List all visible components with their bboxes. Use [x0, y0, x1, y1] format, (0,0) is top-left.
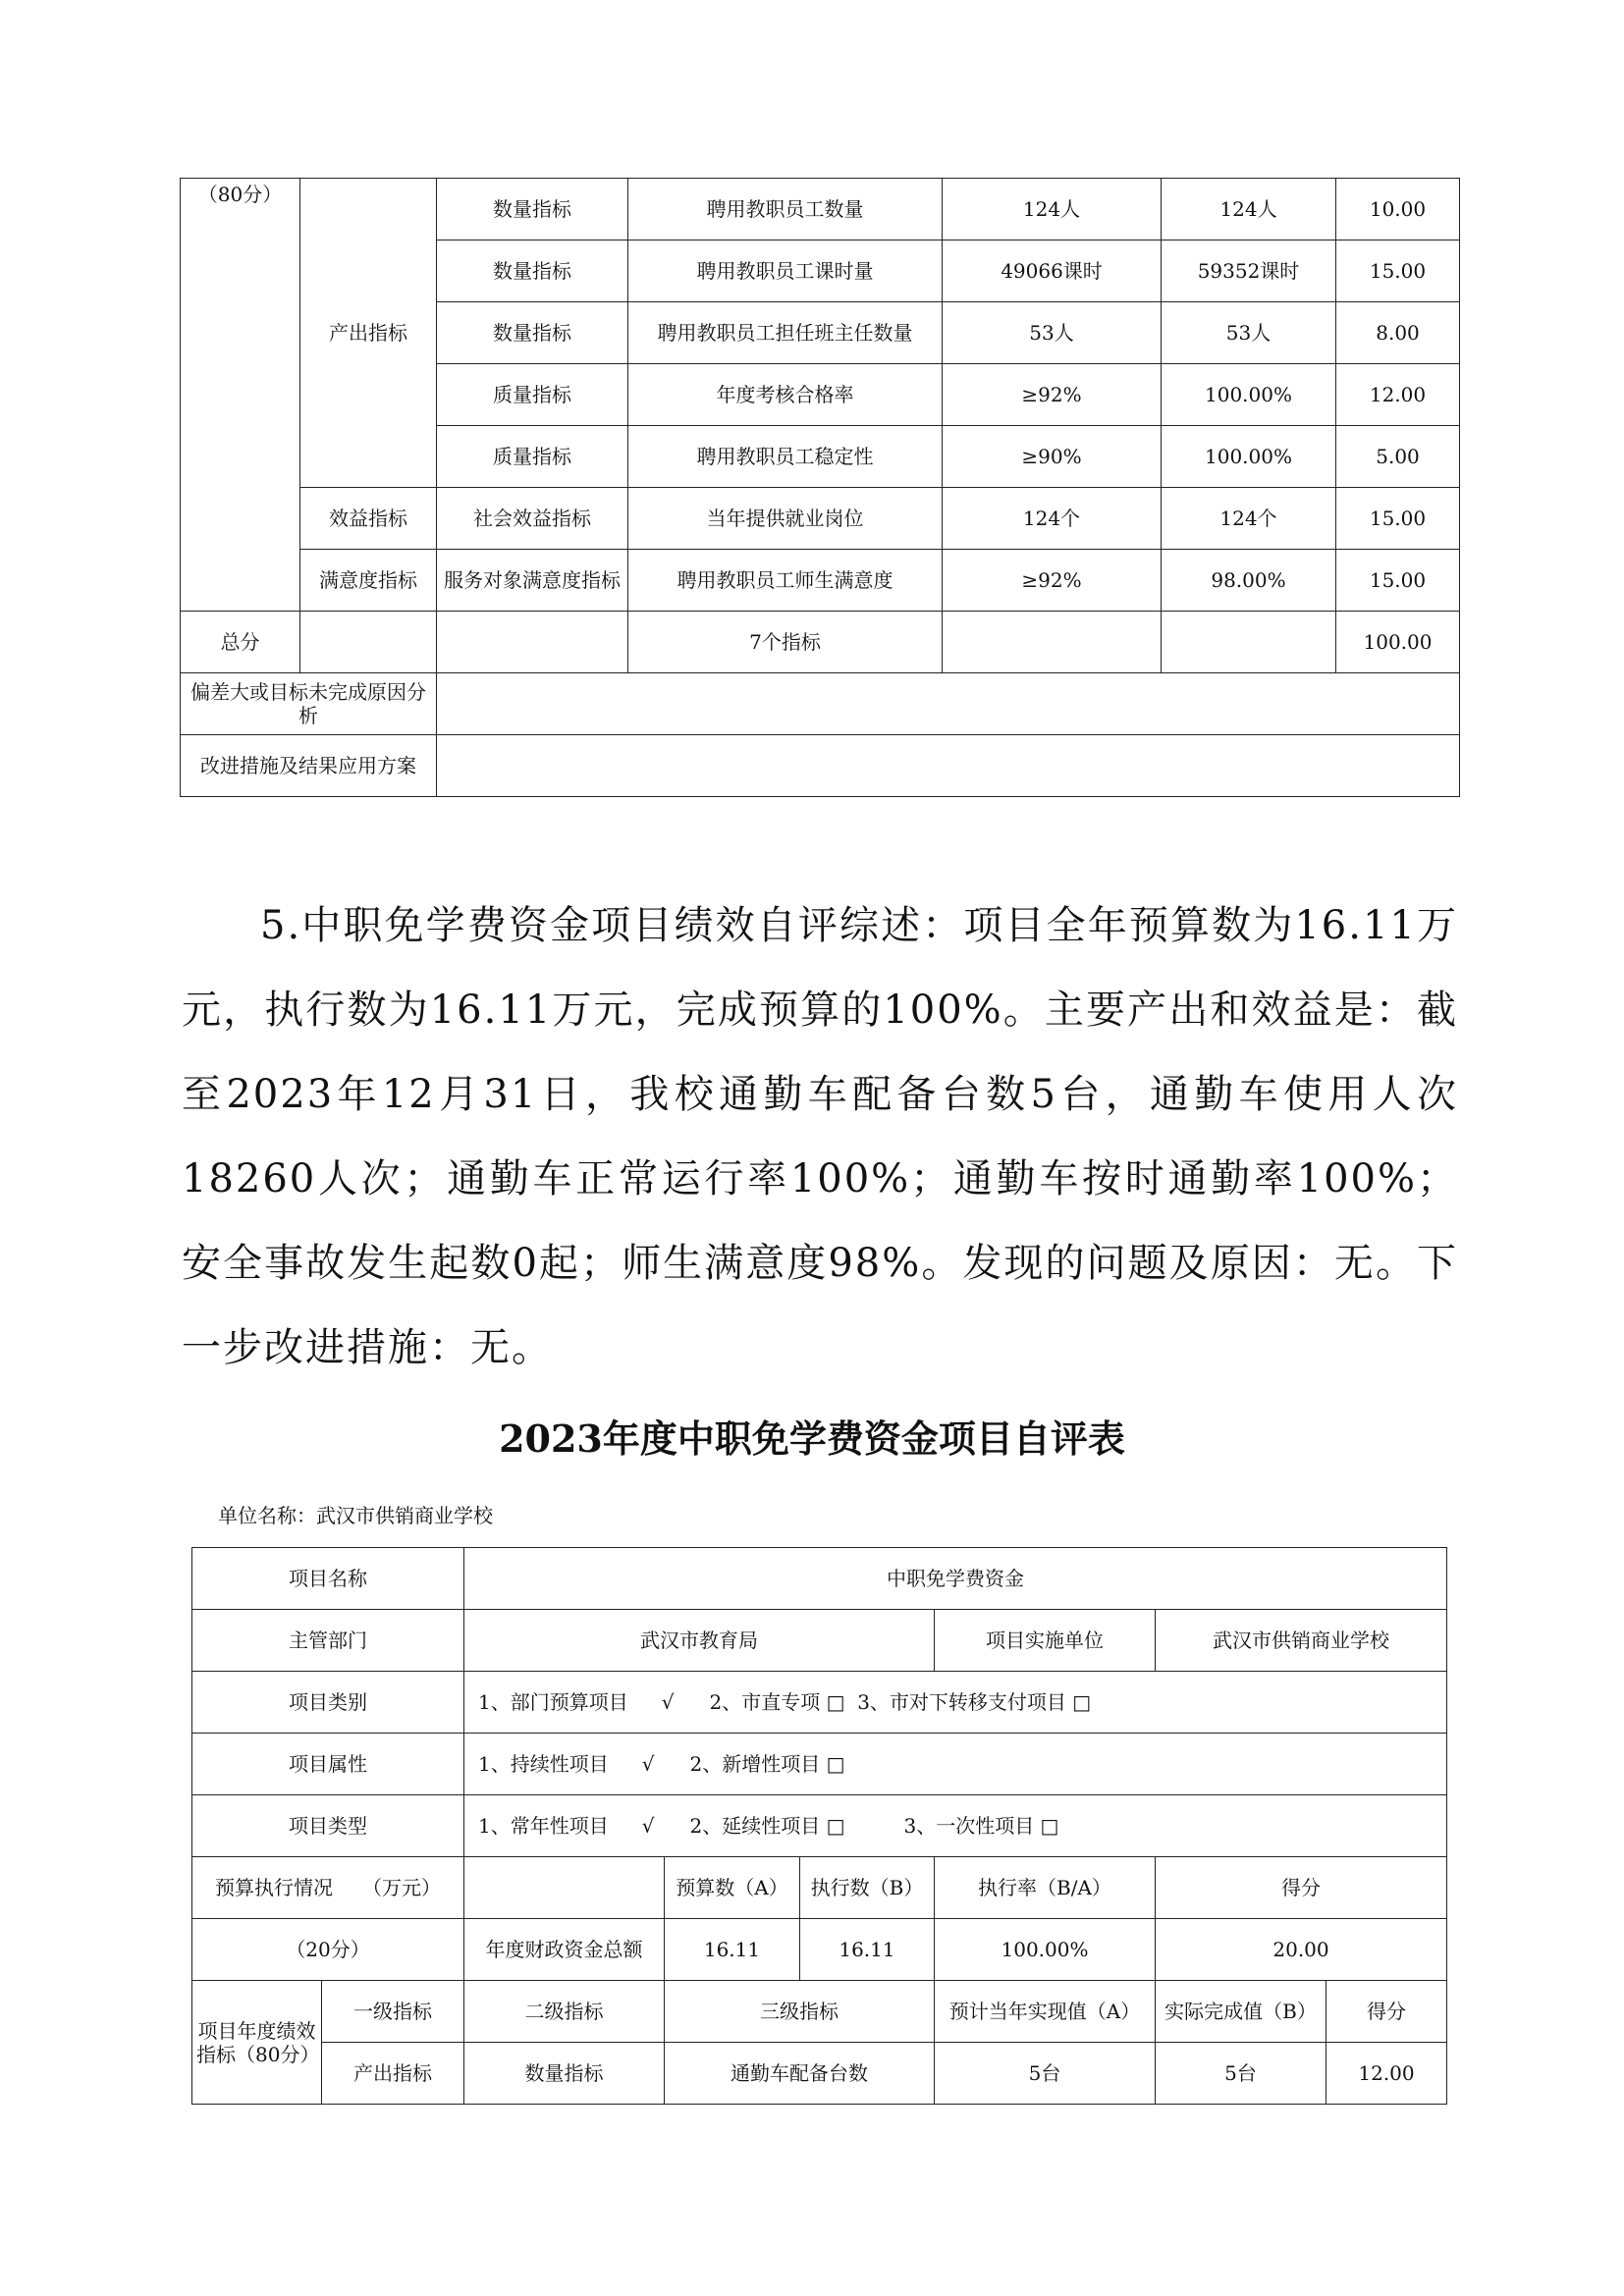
form-title: 2023年度中职免学费资金项目自评表: [499, 1416, 1125, 1461]
col-rate: 执行率（B/A）: [935, 1857, 1156, 1919]
section-score-label: （80分）: [181, 179, 300, 612]
score-cell: 12.00: [1336, 364, 1460, 426]
check-mark-icon: √: [641, 1752, 655, 1776]
impl-value: 武汉市供销商业学校: [1156, 1610, 1447, 1672]
target-cell: 53人: [943, 302, 1162, 364]
header-actual: 实际完成值（B）: [1156, 1981, 1326, 2043]
fund-label: 年度财政资金总额: [464, 1919, 665, 1981]
header-target: 预计当年实现值（A）: [935, 1981, 1156, 2043]
category-option-1: 1、部门预算项目: [478, 1690, 628, 1714]
col-budget: 预算数（A）: [665, 1857, 800, 1919]
category-label: 项目类别: [192, 1672, 464, 1734]
col-score: 得分: [1156, 1857, 1447, 1919]
category-options: [464, 1672, 1447, 1734]
fund-exec: 16.11: [800, 1919, 935, 1981]
level2-cell: 数量指标: [464, 2043, 665, 2105]
impl-label: 项目实施单位: [935, 1610, 1156, 1672]
header-level1: 一级指标: [322, 1981, 464, 2043]
level2-cell: 服务对象满意度指标: [437, 550, 628, 612]
target-cell: ≥92%: [943, 364, 1162, 426]
fund-rate: 100.00%: [935, 1919, 1156, 1981]
target-cell: ≥92%: [943, 550, 1162, 612]
level2-cell: 社会效益指标: [437, 488, 628, 550]
type-option-2: 2、延续性项目 □: [689, 1814, 845, 1838]
score-cell: 10.00: [1336, 179, 1460, 240]
deviation-label: 偏差大或目标未完成原因分析: [181, 673, 437, 735]
col-exec: 执行数（B）: [800, 1857, 935, 1919]
score-cell: 8.00: [1336, 302, 1460, 364]
score-cell: 15.00: [1336, 240, 1460, 302]
budget-score-label: （20分）: [192, 1919, 464, 1981]
attr-label: 项目属性: [192, 1734, 464, 1795]
attr-option-2: 2、新增性项目 □: [689, 1752, 845, 1776]
level3-cell: 年度考核合格率: [628, 364, 943, 426]
target-cell: ≥90%: [943, 426, 1162, 488]
category-option-2: 2、市直专项 □: [709, 1690, 845, 1714]
target-cell: 49066课时: [943, 240, 1162, 302]
category-option-3: 3、市对下转移支付项目 □: [857, 1690, 1092, 1714]
score-cell: 15.00: [1336, 488, 1460, 550]
dept-label: 主管部门: [192, 1610, 464, 1672]
type-options: [464, 1795, 1447, 1857]
empty-cell: [943, 612, 1162, 673]
actual-cell: 98.00%: [1162, 550, 1336, 612]
level3-cell: 聘用教职员工担任班主任数量: [628, 302, 943, 364]
performance-table-continued: [180, 178, 1460, 797]
level2-cell: 数量指标: [437, 302, 628, 364]
attr-option-1: 1、持续性项目: [478, 1752, 609, 1776]
score-cell: 5.00: [1336, 426, 1460, 488]
level3-cell: 聘用教职员工稳定性: [628, 426, 943, 488]
empty-cell: [437, 612, 628, 673]
project-name-value: 中职免学费资金: [464, 1548, 1447, 1610]
header-score: 得分: [1326, 1981, 1447, 2043]
target-cell: 5台: [935, 2043, 1156, 2105]
deviation-value: [437, 673, 1460, 735]
level2-cell: 质量指标: [437, 426, 628, 488]
check-mark-icon: √: [641, 1814, 655, 1838]
type-label: 项目类型: [192, 1795, 464, 1857]
empty-cell: [464, 1857, 665, 1919]
level1-cell: 产出指标: [322, 2043, 464, 2105]
fund-budget: 16.11: [665, 1919, 800, 1981]
actual-cell: 124个: [1162, 488, 1336, 550]
actual-cell: 124人: [1162, 179, 1336, 240]
fund-score: 20.00: [1156, 1919, 1447, 1981]
summary-paragraph: 5.中职免学费资金项目绩效自评综述：项目全年预算数为16.11万元，执行数为16.11万元，完成预算的100%。主要产出和效益是：截至2023年12月31日，我校通勤车配备台数5台，通勤车使用人次18260人次；通勤车正常运行率100%；通勤车按时通勤率100%；安全事故发生起数0起；师生满意度98%。发现的问题及原因：无。下一步改进措施：无。: [182, 903, 1458, 1370]
total-label: 总分: [181, 612, 300, 673]
target-cell: 124个: [943, 488, 1162, 550]
level2-cell: 数量指标: [437, 240, 628, 302]
actual-cell: 53人: [1162, 302, 1336, 364]
check-mark-icon: √: [661, 1690, 675, 1714]
level2-cell: 数量指标: [437, 179, 628, 240]
level2-cell: 质量指标: [437, 364, 628, 426]
target-cell: 124人: [943, 179, 1162, 240]
type-option-1: 1、常年性项目: [478, 1814, 609, 1838]
score-cell: 15.00: [1336, 550, 1460, 612]
improve-label: 改进措施及结果应用方案: [181, 735, 437, 797]
self-evaluation-table: [191, 1547, 1447, 2105]
actual-cell: 100.00%: [1162, 426, 1336, 488]
level3-cell: 通勤车配备台数: [665, 2043, 935, 2105]
dept-value: 武汉市教育局: [464, 1610, 935, 1672]
level1-benefit: 效益指标: [300, 488, 437, 550]
level1-satisfaction: 满意度指标: [300, 550, 437, 612]
budget-label: 预算执行情况 （万元）: [192, 1857, 464, 1919]
project-name-label: 项目名称: [192, 1548, 464, 1610]
type-option-3: 3、一次性项目 □: [903, 1814, 1059, 1838]
empty-cell: [300, 612, 437, 673]
unit-name: 单位名称：武汉市供销商业学校: [218, 1504, 493, 1527]
perf-label: 项目年度绩效指标（80分）: [192, 1981, 322, 2105]
total-score: 100.00: [1336, 612, 1460, 673]
level3-cell: 当年提供就业岗位: [628, 488, 943, 550]
score-cell: 12.00: [1326, 2043, 1447, 2105]
level3-cell: 聘用教职员工课时量: [628, 240, 943, 302]
header-level3: 三级指标: [665, 1981, 935, 2043]
improve-value: [437, 735, 1460, 797]
empty-cell: [1162, 612, 1336, 673]
actual-cell: 5台: [1156, 2043, 1326, 2105]
header-level2: 二级指标: [464, 1981, 665, 2043]
total-indicators: 7个指标: [628, 612, 943, 673]
level1-output: 产出指标: [300, 179, 437, 488]
actual-cell: 59352课时: [1162, 240, 1336, 302]
attr-options: [464, 1734, 1447, 1795]
level3-cell: 聘用教职员工数量: [628, 179, 943, 240]
actual-cell: 100.00%: [1162, 364, 1336, 426]
level3-cell: 聘用教职员工师生满意度: [628, 550, 943, 612]
